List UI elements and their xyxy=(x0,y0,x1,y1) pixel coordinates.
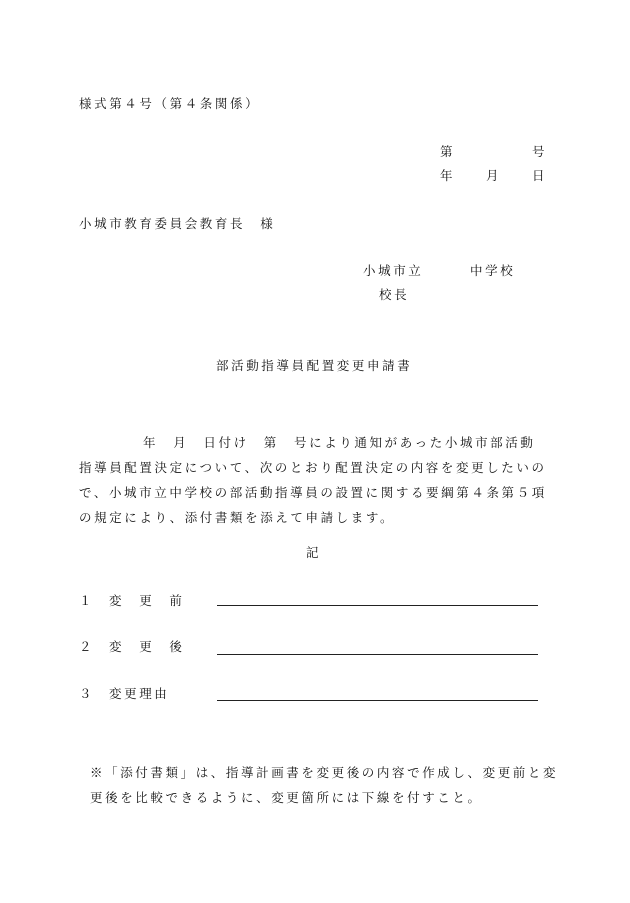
date-month: 月 xyxy=(486,168,502,183)
item-3-number: ３ xyxy=(79,686,95,701)
date-day: 日 xyxy=(532,168,548,183)
doc-number-dai: 第 xyxy=(440,144,456,159)
footnote-line-2: 更後を比較できるように、変更箇所には下線を付すこと。 xyxy=(90,790,483,805)
item-2-number: ２ xyxy=(79,639,95,654)
body-line-4: の規定により、添付書類を添えて申請します。 xyxy=(79,510,396,525)
sender-school-prefix: 小城市立 xyxy=(363,263,424,278)
item-1-label: 変 更 前 xyxy=(109,593,185,608)
item-1-number: １ xyxy=(79,593,95,608)
addressee: 小城市教育委員会教育長 様 xyxy=(79,216,276,231)
item-2-label: 変 更 後 xyxy=(109,639,185,654)
body-line-3: で、小城市立中学校の部活動指導員の設置に関する要綱第４条第５項 xyxy=(79,485,547,500)
date-year: 年 xyxy=(440,168,456,183)
item-1-fill-line xyxy=(217,605,538,606)
item-2-fill-line xyxy=(217,654,538,655)
footnote xyxy=(90,760,558,810)
body-line-2: 指導員配置決定について、次のとおり配置決定の内容を変更したいの xyxy=(79,460,547,475)
sender-principal: 校長 xyxy=(379,287,410,302)
doc-number-go: 号 xyxy=(532,144,548,159)
form-reference: 様式第４号（第４条関係） xyxy=(79,96,261,111)
document-title: 部活動指導員配置変更申請書 xyxy=(216,358,413,373)
ki-heading: 記 xyxy=(306,545,322,560)
body-line-1: 年 月 日付け 第 号により通知があった小城市部活動 xyxy=(143,435,536,450)
footnote-line-1: ※「添付書類」は、指導計画書を変更後の内容で作成し、変更前と変 xyxy=(90,765,559,780)
body-paragraph xyxy=(79,430,559,530)
sender-school-suffix: 中学校 xyxy=(470,263,516,278)
item-3-label: 変更理由 xyxy=(109,686,170,701)
item-3-fill-line xyxy=(217,700,538,701)
